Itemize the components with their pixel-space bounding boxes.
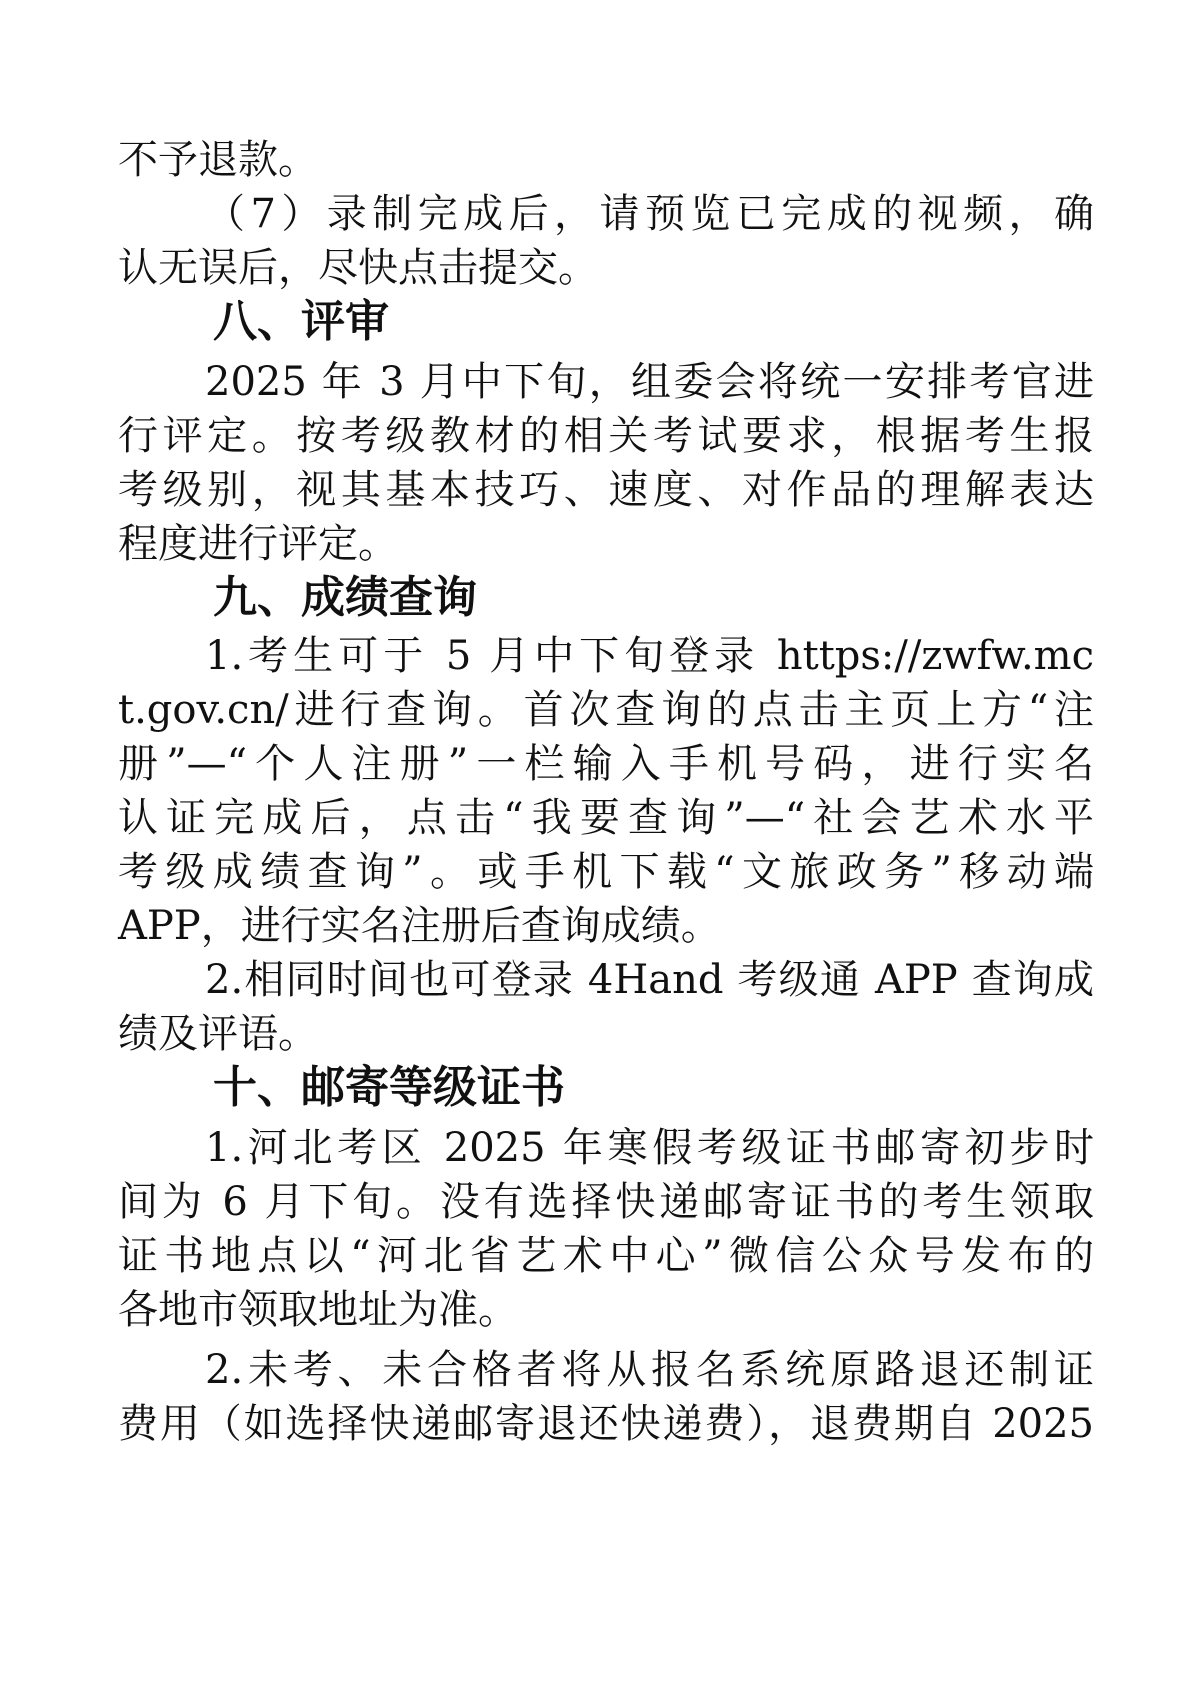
paragraph-line: 2.未考、未合格者将从报名系统原路退还制证 xyxy=(205,1347,1094,1393)
section-heading-review: 八、评审 xyxy=(213,296,389,347)
paragraph-line: 各地市领取地址为准。 xyxy=(118,1287,518,1333)
paragraph-line: 认证完成后，点击“我要查询”—“社会艺术水平 xyxy=(118,795,1094,841)
paragraph-line: 认无误后，尽快点击提交。 xyxy=(118,245,598,291)
paragraph-line: 2.相同时间也可登录 4Hand 考级通 APP 查询成 xyxy=(205,957,1094,1003)
paragraph-line: 1.河北考区 2025 年寒假考级证书邮寄初步时 xyxy=(205,1125,1094,1171)
section-heading-certificate-mailing: 十、邮寄等级证书 xyxy=(213,1062,565,1113)
paragraph-line: 考级别，视其基本技巧、速度、对作品的理解表达 xyxy=(118,467,1094,513)
paragraph-line: 间为 6 月下旬。没有选择快递邮寄证书的考生领取 xyxy=(118,1179,1094,1225)
paragraph-line: APP，进行实名注册后查询成绩。 xyxy=(118,903,721,949)
paragraph-line: 2025 年 3 月中下旬，组委会将统一安排考官进 xyxy=(205,359,1094,405)
paragraph-line: 程度进行评定。 xyxy=(118,521,398,567)
paragraph-line: 1.考生可于 5 月中下旬登录 https://zwfw.mc xyxy=(205,633,1094,679)
paragraph-line: t.gov.cn/进行查询。首次查询的点击主页上方“注 xyxy=(118,687,1094,733)
paragraph-line: 绩及评语。 xyxy=(118,1011,318,1057)
paragraph-line: 费用（如选择快递邮寄退还快递费），退费期自 2025 xyxy=(118,1401,1094,1447)
paragraph-line: 证书地点以“河北省艺术中心”微信公众号发布的 xyxy=(118,1233,1094,1279)
paragraph-line: 册”—“个人注册”一栏输入手机号码，进行实名 xyxy=(118,741,1094,787)
paragraph-line: 考级成绩查询”。或手机下载“文旅政务”移动端 xyxy=(118,849,1094,895)
paragraph-line: 不予退款。 xyxy=(118,137,318,183)
paragraph-line: 行评定。按考级教材的相关考试要求，根据考生报 xyxy=(118,413,1094,459)
section-heading-score-query: 九、成绩查询 xyxy=(213,572,477,623)
paragraph-line: （7）录制完成后，请预览已完成的视频，确 xyxy=(205,191,1094,237)
